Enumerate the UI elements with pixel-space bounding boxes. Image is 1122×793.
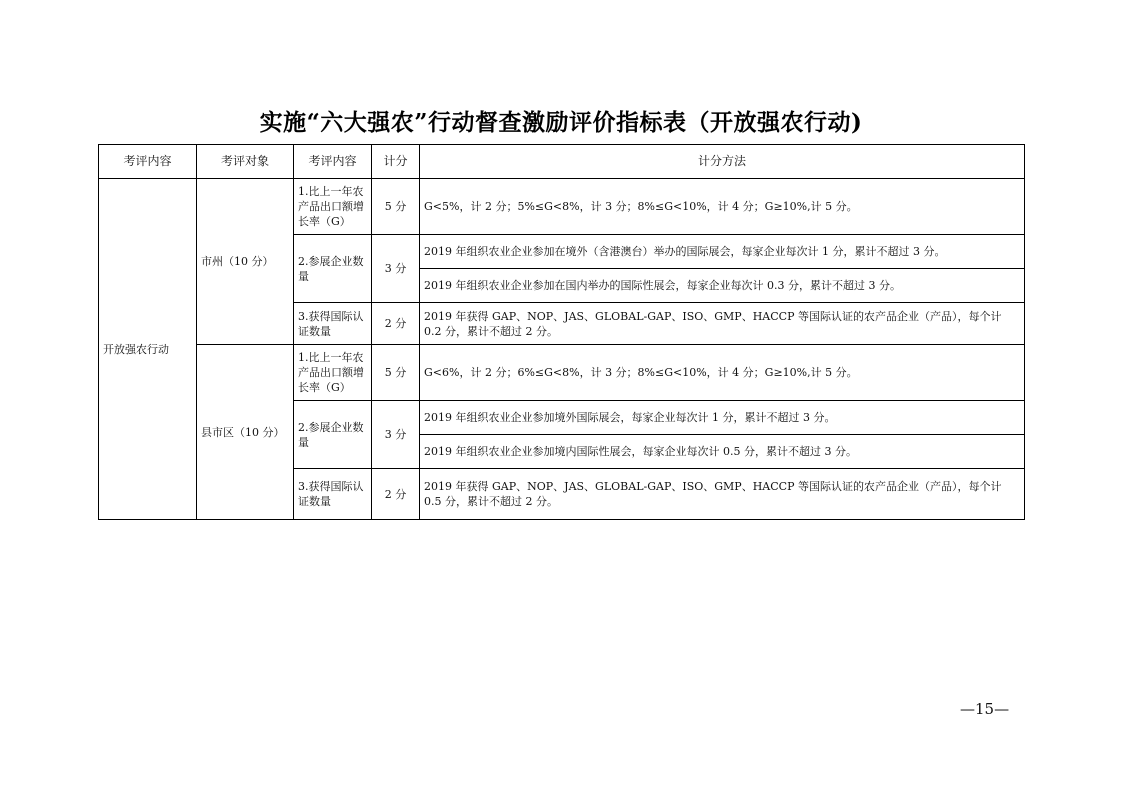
method-cell: 2019 年获得 GAP、NOP、JAS、GLOBAL-GAP、ISO、GMP、HACCP 等国际认证的农产品企业（产品），每个计 0.2 分，累计不超过 2 分。 [420, 303, 1025, 345]
table-header-row [99, 145, 1025, 179]
method-cell: 2019 年组织农业企业参加境外国际展会，每家企业每次计 1 分，累计不超过 3 分。 [420, 401, 1025, 435]
header-scoring-method: 计分方法 [420, 145, 1025, 179]
method-cell: G<5%，计 2 分；5%≤G<8%，计 3 分；8%≤G<10%，计 4 分；G≥10%,计 5 分。 [420, 179, 1025, 235]
evaluation-table [98, 144, 1025, 520]
score-cell: 3 分 [372, 401, 420, 469]
target-cell-city: 市州（10 分） [197, 179, 294, 345]
target-cell-county: 县市区（10 分） [197, 345, 294, 520]
method-cell: 2019 年组织农业企业参加境内国际性展会，每家企业每次计 0.5 分，累计不超过 3 分。 [420, 435, 1025, 469]
item-content-cell: 3.获得国际认证数量 [294, 303, 372, 345]
item-content-cell: 2.参展企业数量 [294, 235, 372, 303]
item-content-cell: 1.比上一年农产品出口额增长率（G） [294, 345, 372, 401]
method-cell: 2019 年组织农业企业参加在国内举办的国际性展会，每家企业每次计 0.3 分，累计不超过 3 分。 [420, 269, 1025, 303]
header-evaluation-target: 考评对象 [197, 145, 294, 179]
score-cell: 5 分 [372, 179, 420, 235]
page-number: —15— [960, 700, 1010, 718]
page-title: 实施“六大强农”行动督查激励评价指标表（开放强农行动) [259, 109, 863, 136]
method-cell: 2019 年组织农业企业参加在境外（含港澳台）举办的国际展会，每家企业每次计 1 分，累计不超过 3 分。 [420, 235, 1025, 269]
item-content-cell: 1.比上一年农产品出口额增长率（G） [294, 179, 372, 235]
score-cell: 5 分 [372, 345, 420, 401]
method-cell: G<6%，计 2 分；6%≤G<8%，计 3 分；8%≤G<10%，计 4 分；G≥10%,计 5 分。 [420, 345, 1025, 401]
table-row [99, 179, 1025, 235]
score-cell: 3 分 [372, 235, 420, 303]
table-row [99, 345, 1025, 401]
item-content-cell: 3.获得国际认证数量 [294, 469, 372, 520]
score-cell: 2 分 [372, 469, 420, 520]
category-cell: 开放强农行动 [99, 179, 197, 520]
header-evaluation-item: 考评内容 [294, 145, 372, 179]
score-cell: 2 分 [372, 303, 420, 345]
header-evaluation-content: 考评内容 [99, 145, 197, 179]
item-content-cell: 2.参展企业数量 [294, 401, 372, 469]
header-score: 计分 [372, 145, 420, 179]
method-cell: 2019 年获得 GAP、NOP、JAS、GLOBAL-GAP、ISO、GMP、HACCP 等国际认证的农产品企业（产品），每个计 0.5 分，累计不超过 2 分。 [420, 469, 1025, 520]
